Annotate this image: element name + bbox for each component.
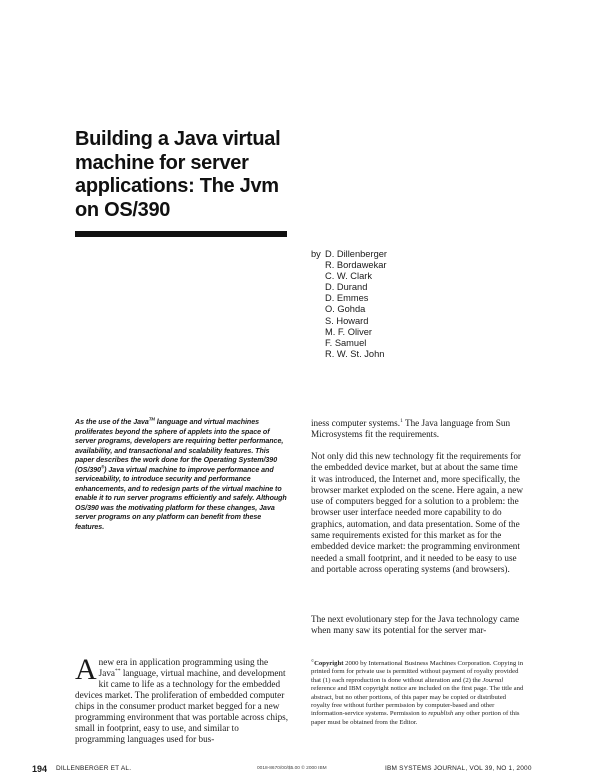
author: R. W. St. John	[325, 348, 385, 359]
running-author: DILLENBERGER ET AL.	[56, 765, 132, 772]
author: R. Bordawekar	[325, 260, 387, 271]
body-paragraph: The next evolutionary step for the Java technology came when many saw its potential for the server mar-	[311, 614, 520, 635]
continued-paragraph: iness computer systems.$^1$ The Java language from Sun Microsystems fit the requirements.	[311, 417, 511, 439]
author: O. Gohda	[325, 304, 366, 315]
registered-mark: ®	[101, 464, 105, 470]
author: D. Dillenberger	[325, 249, 388, 259]
copyright-notice: ©Copyright 2000 by International Business Machines Corporation. Copying in printed form for private use is permitted without payment of royalty provided that (1) each reproduction is done without alteration and (2) the Journal reference and IBM copyright notice are included on the first page. The title and abstract, but no other portions, of this paper may be copied or distributed royalty free without further permission by computer-based and other information-service systems. Permission to republish any other portion of this paper must be obtained from the Editor.	[311, 657, 524, 726]
author: S. Howard	[325, 315, 369, 326]
trademark-mark: TM	[148, 416, 155, 422]
author: F. Samuel	[325, 337, 367, 348]
footnote-ref: 1	[400, 417, 403, 424]
intro-paragraph: Anew era in application programming using the Java** language, virtual machine, and development kit came to life as a technology for the embedded devices market. The proliferation of embedded computer chips in the consumer product market begged for a new programming environment that was portable across chips, small in footprint, easy to use, and similar to programming languages used for bus-	[75, 653, 289, 744]
article-title: Building a Java virtual machine for server applications: The Jvm on OS/390	[75, 128, 281, 221]
page-footer	[32, 764, 552, 776]
journal-citation: IBM SYSTEMS JOURNAL, VOL 39, NO 1, 2000	[385, 765, 532, 772]
body-paragraph: Not only did this new technology fit the requirements for the embedded device market, but at about the same time it was introduced, the Internet and, more specifically, the browser market exploded on the scene. Here again, a new use of computers begged for a solution to a problem: the browser user interface needed more capability to do graphics, automation, and data presentation. Some of the same requirements existed for this market as for the embedded device market: the programming environment needed a small footprint, and it needed to be easy to use and portable across operating systems (and browsers).	[311, 451, 523, 574]
drop-cap: A	[75, 653, 97, 686]
article-code: 0018-8670/00/$5.00 © 2000 IBM	[257, 766, 327, 771]
author: C. W. Clark	[325, 271, 373, 282]
byline	[311, 249, 511, 360]
author: D. Durand	[325, 282, 368, 293]
abstract: As the use of the Java™ language and virtual machines proliferates beyond the sphere of applets into the space of server programs, developers are requiring better performance, availability, and transactional and scalability features. This paper describes the work done for the Operating System/390 (OS/390®) Java virtual machine to improve performance and serviceability, to introduce security and performance enhancements, and to redesign parts of the virtual machine to enable it to run server programs efficiently and safely. Although OS/390 was the motivating platform for these changes, Java server programs on any platform can benefit from these features.	[75, 416, 287, 531]
author: D. Emmes	[325, 293, 369, 304]
by-label: by	[311, 249, 321, 259]
page-number: 194	[32, 764, 48, 774]
title-rule	[75, 231, 287, 237]
author: M. F. Oliver	[325, 326, 373, 337]
trademark-mark: **	[115, 667, 121, 674]
